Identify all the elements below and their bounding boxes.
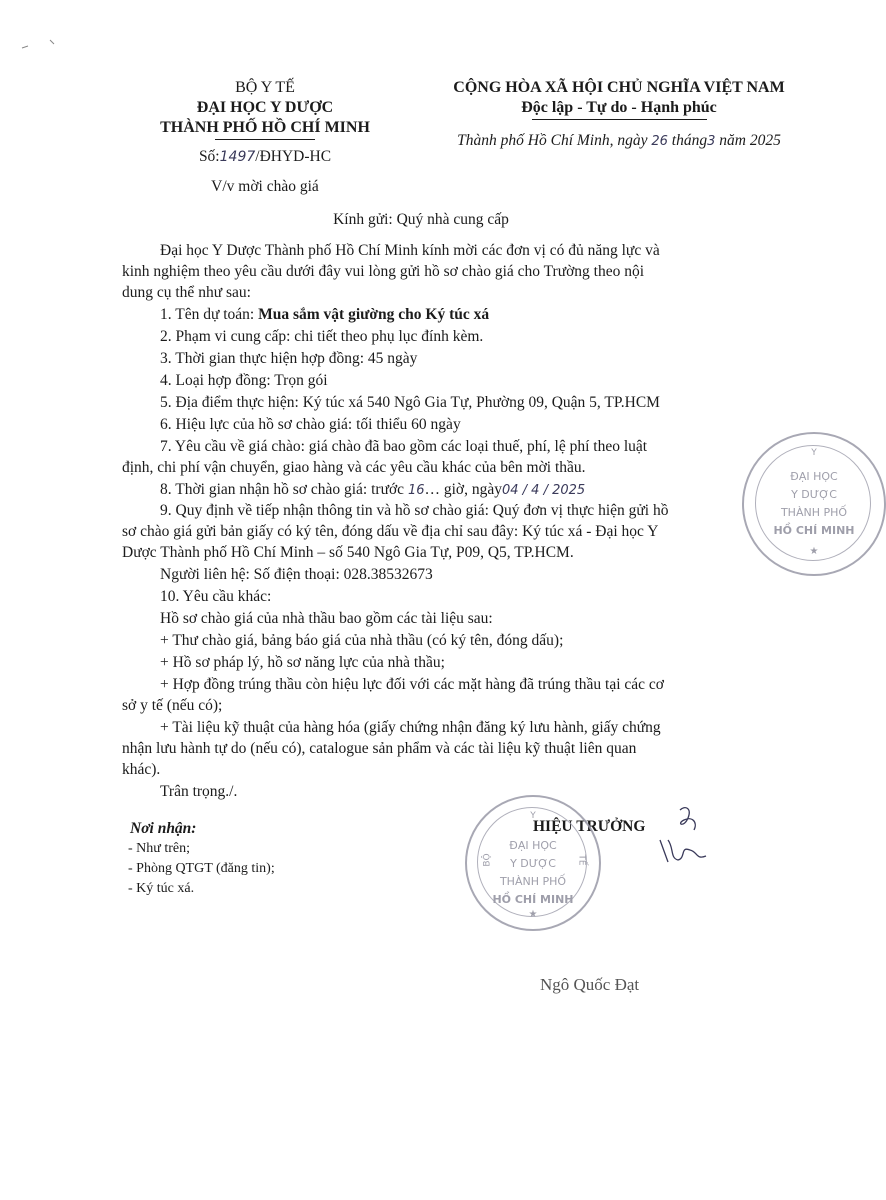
university-name-line2: THÀNH PHỐ HỒ CHÍ MINH	[160, 119, 370, 136]
contact-phone: Người liên hệ: Số điện thoại: 028.38532673	[160, 566, 433, 583]
doc-number-suffix: /ĐHYD-HC	[255, 148, 332, 165]
recipient-3: - Ký túc xá.	[128, 881, 195, 896]
item-9-line-3: Dược Thành phố Hồ Chí Minh – số 540 Ngô Gia Tự, P09, Q5, TP.HCM.	[122, 544, 574, 561]
header-underline	[215, 139, 315, 140]
date-month: 3	[707, 134, 716, 149]
closing: Trân trọng./.	[160, 783, 238, 800]
seal-star-icon: ★	[528, 909, 538, 920]
motto-underline	[532, 119, 707, 120]
item-3: 3. Thời gian thực hiện hợp đồng: 45 ngày	[160, 350, 418, 367]
signatory-name: Ngô Quốc Đạt	[540, 975, 640, 994]
doc-c-line-1: + Hợp đồng trúng thầu còn hiệu lực đối với các mặt hàng đã trúng thầu tại các cơ	[160, 676, 664, 693]
item-9-line-1: 9. Quy định về tiếp nhận thông tin và hồ sơ chào giá: Quý đơn vị thực hiện gửi hồ	[160, 502, 669, 519]
item-4: 4. Loại hợp đồng: Trọn gói	[160, 372, 328, 389]
university-name-line1: ĐẠI HỌC Y DƯỢC	[196, 99, 334, 116]
ministry-name: BỘ Y TẾ	[235, 79, 295, 96]
recipient-2: - Phòng QTGT (đăng tin);	[128, 861, 275, 876]
item-7-line-2: định, chi phí vận chuyển, giao hàng và các yêu cầu khác của bên mời thầu.	[122, 459, 586, 476]
item-1	[160, 304, 489, 325]
official-seal-bottom	[465, 795, 601, 931]
seal-right-text: TẾ	[576, 854, 587, 866]
item-8-text-b: … giờ, ngày	[424, 481, 502, 498]
doc-b: + Hồ sơ pháp lý, hồ sơ năng lực của nhà thầu;	[160, 654, 445, 671]
country-name: CỘNG HÒA XÃ HỘI CHỦ NGHĨA VIỆT NAM	[453, 79, 785, 96]
intro-line-2: kinh nghiệm theo yêu cầu dưới đây vui lòng gửi hồ sơ chào giá cho Trường theo nội	[122, 263, 645, 280]
doc-d-line-3: khác).	[122, 761, 161, 778]
date-prefix: Thành phố Hồ Chí Minh, ngày	[457, 132, 648, 149]
seal-line-4: HỒ CHÍ MINH	[492, 893, 574, 906]
scan-mark-icon	[20, 38, 60, 58]
recipients-title: Nơi nhận:	[130, 820, 197, 837]
right-header	[424, 78, 814, 152]
item-5: 5. Địa điểm thực hiện: Ký túc xá 540 Ngô Gia Tự, Phường 09, Quận 5, TP.HCM	[160, 394, 660, 411]
item-7-line-1: 7. Yêu cầu về giá chào: giá chào đã bao gồm các loại thuế, phí, lệ phí theo luật	[160, 438, 648, 455]
seal2-top-letter: Y	[811, 448, 817, 458]
item-9-line-2: sơ chào giá gửi bản giấy có ký tên, đóng dấu về địa chỉ sau đây: Ký túc xá - Đại học Y	[122, 523, 659, 540]
item-8	[160, 479, 585, 501]
seal-line-3: THÀNH PHỐ	[499, 875, 567, 888]
docs-intro: Hồ sơ chào giá của nhà thầu bao gồm các tài liệu sau:	[160, 610, 493, 627]
seal2-line-3: THÀNH PHỐ	[780, 506, 848, 519]
doc-number-prefix: Số:	[198, 148, 220, 165]
doc-c-line-2: sở y tế (nếu có);	[122, 697, 223, 714]
seal2-line-4: HỒ CHÍ MINH	[773, 524, 855, 537]
date-month-label: tháng	[671, 132, 708, 149]
greeting: Kính gửi: Quý nhà cung cấp	[333, 211, 509, 228]
handwritten-signature-icon	[640, 800, 730, 870]
document-subject: V/v mời chào giá	[211, 178, 319, 195]
seal2-line-1: ĐẠI HỌC	[790, 470, 838, 483]
signatory-title: HIỆU TRƯỞNG	[533, 818, 646, 835]
national-motto: Độc lập - Tự do - Hạnh phúc	[521, 99, 717, 116]
item-2: 2. Phạm vi cung cấp: chi tiết theo phụ lục đính kèm.	[160, 328, 484, 345]
intro-line-3: dung cụ thể như sau:	[122, 284, 251, 301]
seal-line-2: Y DƯỢC	[510, 857, 556, 870]
doc-number-handwritten: 1497	[219, 149, 256, 165]
doc-d-line-1: + Tài liệu kỹ thuật của hàng hóa (giấy chứng nhận đăng ký lưu hành, giấy chứng	[160, 719, 661, 736]
seal2-line-2: Y DƯỢC	[791, 488, 837, 501]
item-8-date-handwritten: 04 / 4 / 2025	[502, 483, 586, 498]
doc-a: + Thư chào giá, bảng báo giá của nhà thầu (có ký tên, đóng dấu);	[160, 632, 564, 649]
seal-line-1: ĐẠI HỌC	[509, 839, 557, 852]
document-number	[120, 146, 410, 168]
recipient-1: - Như trên;	[128, 841, 191, 856]
intro-line-1: Đại học Y Dược Thành phố Hồ Chí Minh kính mời các đơn vị có đủ năng lực và	[160, 242, 660, 259]
seal-left-text: BỘ	[482, 853, 493, 867]
seal2-star-icon: ★	[809, 546, 819, 557]
doc-d-line-2: nhận lưu hành tự do (nếu có), catalogue sản phẩm và các tài liệu kỹ thuật liên quan	[122, 740, 637, 757]
item-8-hour-handwritten: 16	[407, 483, 425, 498]
official-seal-right-partial	[742, 432, 886, 576]
date-year: năm 2025	[719, 132, 781, 149]
left-header	[120, 78, 410, 197]
item-1-label: 1. Tên dự toán:	[160, 306, 259, 323]
item-6: 6. Hiệu lực của hồ sơ chào giá: tối thiểu 60 ngày	[160, 416, 461, 433]
document-date	[424, 130, 814, 152]
seal-top-letter: Y	[530, 811, 536, 821]
item-1-value: Mua sắm vật giường cho Ký túc xá	[258, 306, 490, 323]
item-10: 10. Yêu cầu khác:	[160, 588, 272, 605]
item-8-text-a: 8. Thời gian nhận hồ sơ chào giá: trước	[160, 481, 405, 498]
date-day: 26	[651, 134, 668, 149]
